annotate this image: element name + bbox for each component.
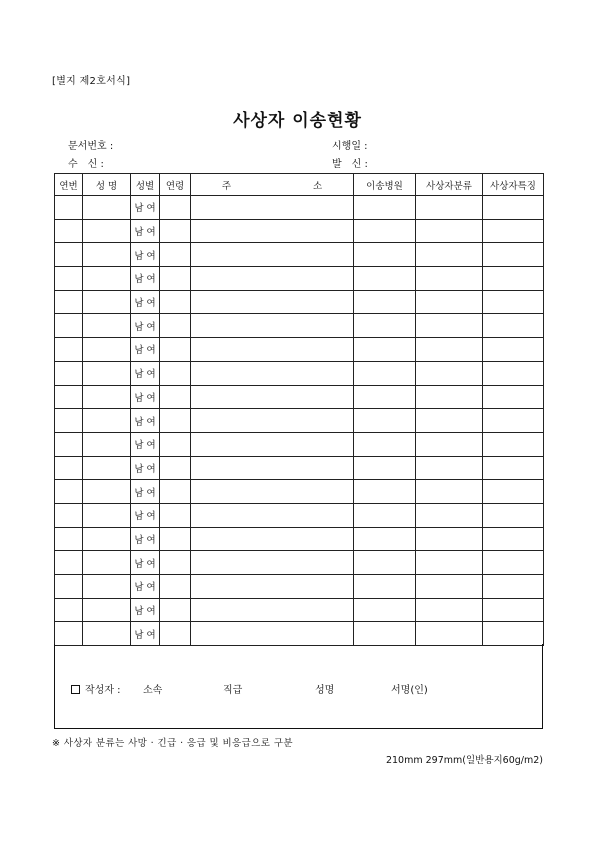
cell-gender[interactable]: 남 여 <box>131 267 160 291</box>
table-row <box>55 575 544 599</box>
cell-category[interactable] <box>416 243 483 267</box>
cell-hospital[interactable] <box>354 361 416 385</box>
table-row <box>55 243 544 267</box>
cell-features[interactable] <box>483 267 544 291</box>
cell-hospital[interactable] <box>354 338 416 362</box>
cell-name[interactable] <box>83 385 131 409</box>
cell-name[interactable] <box>83 219 131 243</box>
paper-spec: 210mm 297mm(일반용지60g/m2) <box>385 755 543 766</box>
cell-age[interactable] <box>160 290 191 314</box>
header-address <box>191 174 354 196</box>
footnote: ※ 사상자 분류는 사망 · 긴급 · 응급 및 비응급으로 구분 <box>52 738 293 749</box>
cell-address[interactable] <box>191 243 354 267</box>
cell-category[interactable] <box>416 575 483 599</box>
cell-no[interactable] <box>55 338 83 362</box>
table-row <box>55 219 544 243</box>
cell-no[interactable] <box>55 196 83 220</box>
cell-no[interactable] <box>55 361 83 385</box>
cell-hospital[interactable] <box>354 598 416 622</box>
cell-hospital[interactable] <box>354 219 416 243</box>
cell-address[interactable] <box>191 314 354 338</box>
cell-features[interactable] <box>483 551 544 575</box>
cell-category[interactable] <box>416 361 483 385</box>
sender-label: 발 신 : <box>332 159 368 170</box>
doc-number-label: 문서번호 : <box>68 141 114 152</box>
cell-age[interactable] <box>160 385 191 409</box>
cell-features[interactable] <box>483 527 544 551</box>
cell-no[interactable] <box>55 290 83 314</box>
cell-age[interactable] <box>160 432 191 456</box>
cell-age[interactable] <box>160 243 191 267</box>
header-no: 연번 <box>55 174 83 196</box>
header-address-part-2: 소 <box>313 180 323 192</box>
cell-age[interactable] <box>160 527 191 551</box>
cell-features[interactable] <box>483 622 544 646</box>
cell-address[interactable] <box>191 622 354 646</box>
cell-gender[interactable]: 남 여 <box>131 338 160 362</box>
table-row <box>55 290 544 314</box>
cell-name[interactable] <box>83 267 131 291</box>
cell-hospital[interactable] <box>354 527 416 551</box>
cell-hospital[interactable] <box>354 196 416 220</box>
cell-name[interactable] <box>83 575 131 599</box>
cell-gender[interactable]: 남 여 <box>131 385 160 409</box>
header-address-part-1: 주 <box>221 180 231 192</box>
cell-no[interactable] <box>55 219 83 243</box>
table-row <box>55 622 544 646</box>
cell-address[interactable] <box>191 456 354 480</box>
cell-hospital[interactable] <box>354 267 416 291</box>
cell-address[interactable] <box>191 267 354 291</box>
cell-features[interactable] <box>483 385 544 409</box>
cell-name[interactable] <box>83 551 131 575</box>
cell-age[interactable] <box>160 503 191 527</box>
cell-gender[interactable]: 남 여 <box>131 409 160 433</box>
cell-hospital[interactable] <box>354 314 416 338</box>
cell-gender[interactable]: 남 여 <box>131 196 160 220</box>
header-category: 사상자분류 <box>416 174 483 196</box>
cell-name[interactable] <box>83 409 131 433</box>
cell-features[interactable] <box>483 598 544 622</box>
cell-name[interactable] <box>83 432 131 456</box>
cell-no[interactable] <box>55 622 83 646</box>
cell-address[interactable] <box>191 361 354 385</box>
cell-features[interactable] <box>483 503 544 527</box>
cell-age[interactable] <box>160 575 191 599</box>
cell-gender[interactable]: 남 여 <box>131 219 160 243</box>
cell-age[interactable] <box>160 480 191 504</box>
cell-category[interactable] <box>416 598 483 622</box>
form-reference: [별지 제2호서식] <box>52 76 131 87</box>
table-header-row <box>55 174 544 196</box>
cell-features[interactable] <box>483 456 544 480</box>
cell-address[interactable] <box>191 385 354 409</box>
cell-age[interactable] <box>160 361 191 385</box>
cell-name[interactable] <box>83 622 131 646</box>
cell-age[interactable] <box>160 551 191 575</box>
cell-gender[interactable]: 남 여 <box>131 290 160 314</box>
cell-no[interactable] <box>55 456 83 480</box>
cell-gender[interactable]: 남 여 <box>131 622 160 646</box>
cell-no[interactable] <box>55 527 83 551</box>
table-row <box>55 527 544 551</box>
cell-hospital[interactable] <box>354 622 416 646</box>
cell-category[interactable] <box>416 385 483 409</box>
cell-address[interactable] <box>191 290 354 314</box>
cell-no[interactable] <box>55 503 83 527</box>
cell-address[interactable] <box>191 598 354 622</box>
cell-category[interactable] <box>416 267 483 291</box>
cell-hospital[interactable] <box>354 432 416 456</box>
cell-address[interactable] <box>191 575 354 599</box>
header-hospital: 이송병원 <box>354 174 416 196</box>
header-gender: 성별 <box>131 174 160 196</box>
cell-hospital[interactable] <box>354 456 416 480</box>
recipient-field <box>68 155 111 170</box>
cell-category[interactable] <box>416 551 483 575</box>
cell-features[interactable] <box>483 409 544 433</box>
recipient-label: 수 신 : <box>68 159 104 170</box>
cell-name[interactable] <box>83 290 131 314</box>
cell-gender[interactable]: 남 여 <box>131 527 160 551</box>
writer-label: 작성자 : <box>85 685 121 696</box>
cell-no[interactable] <box>55 409 83 433</box>
cell-gender[interactable]: 남 여 <box>131 432 160 456</box>
cell-gender[interactable]: 남 여 <box>131 480 160 504</box>
cell-name[interactable] <box>83 314 131 338</box>
cell-address[interactable] <box>191 503 354 527</box>
cell-address[interactable] <box>191 409 354 433</box>
cell-no[interactable] <box>55 267 83 291</box>
table-row <box>55 409 544 433</box>
sender-field <box>332 155 375 170</box>
header-age: 연령 <box>160 174 191 196</box>
table-row <box>55 267 544 291</box>
cell-gender[interactable]: 남 여 <box>131 503 160 527</box>
cell-name[interactable] <box>83 503 131 527</box>
cell-gender[interactable]: 남 여 <box>131 575 160 599</box>
table-row <box>55 432 544 456</box>
cell-features[interactable] <box>483 432 544 456</box>
table-row <box>55 598 544 622</box>
cell-no[interactable] <box>55 480 83 504</box>
cell-features[interactable] <box>483 243 544 267</box>
cell-hospital[interactable] <box>354 551 416 575</box>
cell-address[interactable] <box>191 551 354 575</box>
cell-name[interactable] <box>83 243 131 267</box>
table-row <box>55 456 544 480</box>
cell-category[interactable] <box>416 480 483 504</box>
cell-features[interactable] <box>483 219 544 243</box>
doc-number-field <box>68 137 120 152</box>
cell-name[interactable] <box>83 527 131 551</box>
cell-age[interactable] <box>160 267 191 291</box>
cell-age[interactable] <box>160 219 191 243</box>
table-row <box>55 480 544 504</box>
cell-gender[interactable]: 남 여 <box>131 314 160 338</box>
cell-hospital[interactable] <box>354 243 416 267</box>
cell-category[interactable] <box>416 314 483 338</box>
header-features: 사상자특징 <box>483 174 544 196</box>
cell-name[interactable] <box>83 456 131 480</box>
cell-hospital[interactable] <box>354 575 416 599</box>
cell-category[interactable] <box>416 527 483 551</box>
cell-no[interactable] <box>55 432 83 456</box>
cell-gender[interactable]: 남 여 <box>131 598 160 622</box>
cell-category[interactable] <box>416 456 483 480</box>
cell-address[interactable] <box>191 219 354 243</box>
cell-hospital[interactable] <box>354 409 416 433</box>
cell-no[interactable] <box>55 243 83 267</box>
cell-name[interactable] <box>83 338 131 362</box>
cell-category[interactable] <box>416 196 483 220</box>
cell-age[interactable] <box>160 196 191 220</box>
cell-no[interactable] <box>55 551 83 575</box>
cell-age[interactable] <box>160 598 191 622</box>
cell-features[interactable] <box>483 338 544 362</box>
table-row <box>55 361 544 385</box>
cell-address[interactable] <box>191 196 354 220</box>
cell-features[interactable] <box>483 290 544 314</box>
cell-category[interactable] <box>416 622 483 646</box>
cell-features[interactable] <box>483 196 544 220</box>
cell-features[interactable] <box>483 480 544 504</box>
cell-name[interactable] <box>83 196 131 220</box>
cell-address[interactable] <box>191 527 354 551</box>
affiliation-label: 소속 <box>143 685 163 696</box>
cell-features[interactable] <box>483 575 544 599</box>
cell-category[interactable] <box>416 219 483 243</box>
cell-age[interactable] <box>160 622 191 646</box>
table-row <box>55 385 544 409</box>
cell-category[interactable] <box>416 432 483 456</box>
sign-label: 서명(인) <box>391 685 428 696</box>
cell-category[interactable] <box>416 409 483 433</box>
cell-category[interactable] <box>416 290 483 314</box>
cell-age[interactable] <box>160 409 191 433</box>
cell-category[interactable] <box>416 503 483 527</box>
casualty-table <box>54 173 544 646</box>
cell-gender[interactable]: 남 여 <box>131 456 160 480</box>
cell-age[interactable] <box>160 314 191 338</box>
checkbox-icon[interactable] <box>71 685 80 694</box>
cell-name[interactable] <box>83 598 131 622</box>
cell-address[interactable] <box>191 338 354 362</box>
table-row <box>55 551 544 575</box>
table-row <box>55 196 544 220</box>
cell-gender[interactable]: 남 여 <box>131 551 160 575</box>
cell-hospital[interactable] <box>354 480 416 504</box>
cell-age[interactable] <box>160 338 191 362</box>
cell-age[interactable] <box>160 456 191 480</box>
cell-no[interactable] <box>55 575 83 599</box>
signature-box <box>54 644 543 729</box>
writer-field <box>71 681 121 696</box>
table-row <box>55 338 544 362</box>
cell-address[interactable] <box>191 480 354 504</box>
cell-no[interactable] <box>55 314 83 338</box>
position-label: 직급 <box>223 685 243 696</box>
cell-hospital[interactable] <box>354 290 416 314</box>
issue-date-label: 시행일 : <box>332 141 368 152</box>
cell-name[interactable] <box>83 480 131 504</box>
issue-date-field <box>332 137 375 152</box>
table-row <box>55 314 544 338</box>
table-row <box>55 503 544 527</box>
cell-hospital[interactable] <box>354 503 416 527</box>
cell-no[interactable] <box>55 598 83 622</box>
name-label: 성명 <box>315 685 335 696</box>
header-name: 성 명 <box>83 174 131 196</box>
cell-features[interactable] <box>483 314 544 338</box>
cell-address[interactable] <box>191 432 354 456</box>
cell-name[interactable] <box>83 361 131 385</box>
cell-features[interactable] <box>483 361 544 385</box>
page-title: 사상자 이송현황 <box>233 111 362 131</box>
cell-no[interactable] <box>55 385 83 409</box>
cell-gender[interactable]: 남 여 <box>131 243 160 267</box>
cell-category[interactable] <box>416 338 483 362</box>
cell-gender[interactable]: 남 여 <box>131 361 160 385</box>
cell-hospital[interactable] <box>354 385 416 409</box>
